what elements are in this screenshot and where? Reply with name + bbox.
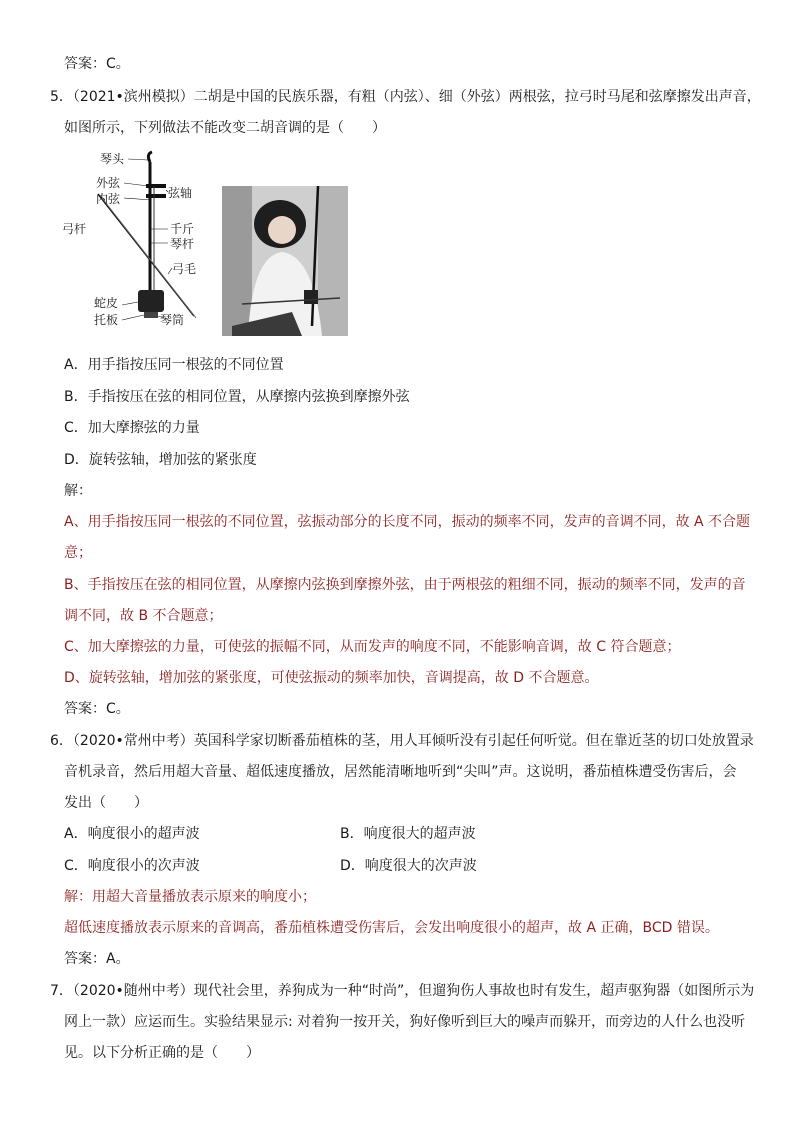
label-tuoban: 托板: [94, 313, 119, 327]
q5-stem-line2: 如图所示，下列做法不能改变二胡音调的是（ ）: [64, 120, 386, 136]
q5-solution-b-line1: B、手指按压在弦的相同位置，从摩擦内弦换到摩擦外弦，由于两根弦的粗细不同，振动的频率不同，发声的音: [64, 577, 746, 593]
label-qintong: 琴筒: [160, 313, 185, 327]
q6-solution-line1: 解：用超大音量播放表示原来的响度小；: [64, 889, 316, 905]
q7-stem-line1: 7．（2020•随州中考）现代社会里，养狗成为一种“时尚”，但遛狗伤人事故也时有发生，超声驱狗器（如图所示为: [50, 983, 755, 999]
q5-option-b: B．手指按压在弦的相同位置，从摩擦内弦换到摩擦外弦: [64, 389, 410, 405]
q6-option-d: D．响度很大的次声波: [340, 858, 477, 874]
erhu-player-photo: [222, 186, 348, 336]
label-neixian: 内弦: [96, 192, 121, 206]
q6-solution-line2: 超低速度播放表示原来的音调高，番茄植株遭受伤害后，会发出响度很小的超声，故 A 正确，BCD 错误。: [64, 920, 719, 936]
label-gongmao: 弓毛: [172, 262, 197, 276]
label-gonggan: 弓杆: [62, 222, 87, 236]
q5-option-c: C．加大摩擦弦的力量: [64, 420, 200, 436]
q7-stem-line2: 网上一款）应运而生。实验结果显示: 对着狗一按开关，狗好像听到巨大的噪声而躲开，而旁边的人什么也没听: [64, 1014, 746, 1030]
label-qianjin: 千斤: [170, 222, 195, 236]
prev-answer: 答案：C。: [64, 56, 130, 72]
q5-solution-d: D、旋转弦轴，增加弦的紧张度，可使弦振动的频率加快，音调提高，故 D 不合题意。: [64, 670, 599, 686]
q6-option-b: B．响度很大的超声波: [340, 826, 476, 842]
erhu-player-photo-svg: [222, 186, 348, 336]
q5-solution-c: C、加大摩擦弦的力量，可使弦的振幅不同，从而发声的响度不同，不能影响音调，故 C 符合题意；: [64, 639, 681, 655]
q5-option-d: D．旋转弦轴，增加弦的紧张度: [64, 452, 257, 468]
q6-stem-line1: 6．（2020•常州中考）英国科学家切断番茄植株的茎，用人耳倾听没有引起任何听觉。但在靠近茎的切口处放置录: [50, 733, 754, 749]
q5-solution-a-line2: 意；: [64, 545, 92, 561]
q7-stem-line3: 见。以下分析正确的是（ ）: [64, 1045, 260, 1061]
q5-option-a: A．用手指按压同一根弦的不同位置: [64, 357, 284, 373]
q6-stem-line2: 音机录音，然后用超大音量、超低速度播放，居然能清晰地听到“尖叫”声。这说明，番茄植株遭受伤害后，会: [64, 764, 737, 780]
q6-option-a: A．响度很小的超声波: [64, 826, 200, 842]
q6-option-c: C．响度很小的次声波: [64, 858, 200, 874]
label-qintou: 琴头: [100, 152, 125, 166]
q6-stem-line3: 发出（ ）: [64, 795, 148, 811]
q5-solution-b-line2: 调不同，故 B 不合题意；: [64, 608, 223, 624]
label-shepi: 蛇皮: [94, 296, 119, 310]
label-xianzhou: 弦轴: [168, 186, 193, 200]
q5-answer: 答案：C。: [64, 701, 130, 717]
label-waixian: 外弦: [96, 176, 121, 190]
label-qingan: 琴杆: [170, 237, 195, 251]
q5-stem-line1: 5．（2021•滨州模拟）二胡是中国的民族乐器，有粗（内弦）、细（外弦）两根弦，拉弓时马尾和弦摩擦发出声音，: [50, 89, 761, 105]
q5-solution-label: 解：: [64, 483, 92, 499]
q6-answer: 答案：A。: [64, 951, 130, 967]
q5-solution-a-line1: A、用手指按压同一根弦的不同位置，弦振动部分的长度不同，振动的频率不同，发声的音调不同，故 A 不合题: [64, 514, 751, 530]
erhu-diagram: [62, 150, 208, 335]
